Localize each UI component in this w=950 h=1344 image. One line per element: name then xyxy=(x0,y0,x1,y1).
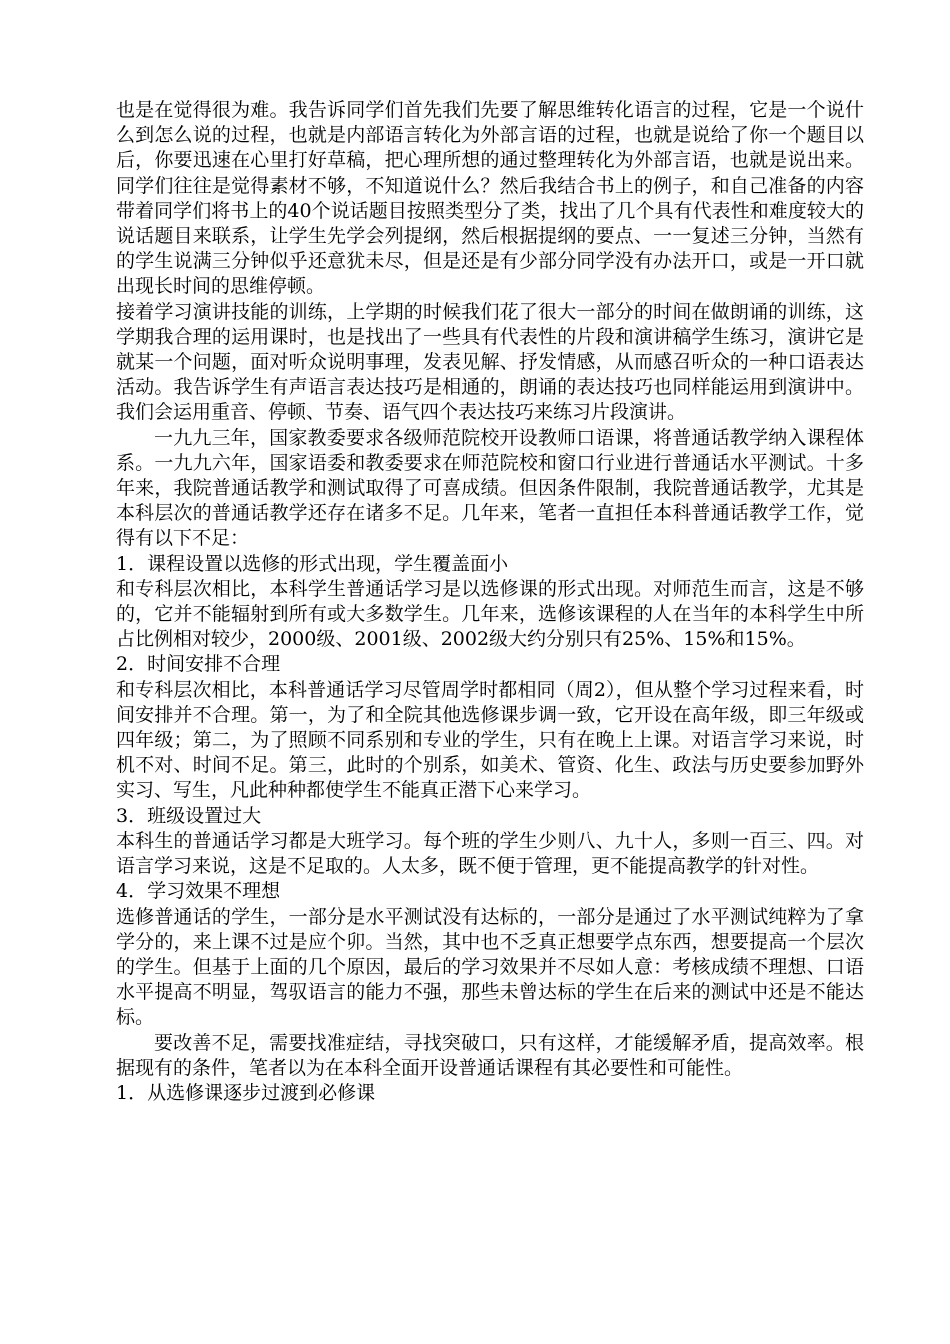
section-heading-4: 4．学习效果不理想 xyxy=(116,880,281,903)
paragraph-class-size: 本科生的普通话学习都是大班学习。每个班的学生少则八、九十人，多则一百三、四。对语言学习来说，这是不足取的。人太多，既不便于管理，更不能提高教学的针对性。 xyxy=(116,829,864,878)
section-heading-2: 2．时间安排不合理 xyxy=(116,653,281,676)
paragraph-speech-training: 接着学习演讲技能的训练，上学期的时候我们花了很大一部分的时间在做朗诵的训练，这学期我合理的运用课时，也是找出了一些具有代表性的片段和演讲稿学生练习，演讲它是就某一个问题，面对听众说明事理，发表见解、抒发情感，从而感召听众的一种口语表达活动。我告诉学生有声语言表达技巧是相通的，朗诵的表达技巧也同样能运用到演讲中。我们会运用重音、停顿、节奏、语气四个表达技巧来练习片段演讲。 xyxy=(116,300,864,424)
document-page xyxy=(116,98,864,1106)
paragraph-background: 一九九三年，国家教委要求各级师范院校开设教师口语课，将普通话教学纳入课程体系。一九九六年，国家语委和教委要求在师范院校和窗口行业进行普通话水平测试。十多年来，我院普通话教学和测试取得了可喜成绩。但因条件限制，我院普通话教学，尤其是本科层次的普通话教学还存在诸多不足。几年来，笔者一直担任本科普通话教学工作，觉得有以下不足： xyxy=(116,426,864,550)
section-heading-solution-1: 1．从选修课逐步过渡到必修课 xyxy=(116,1081,376,1104)
paragraph-thinking-to-speech: 也是在觉得很为难。我告诉同学们首先我们先要了解思维转化语言的过程，它是一个说什么到怎么说的过程，也就是内部语言转化为外部言语的过程，也就是说给了你一个题目以后，你要迅速在心里打好草稿，把心理所想的通过整理转化为外部言语，也就是说出来。同学们往往是觉得素材不够，不知道说什么？然后我结合书上的例子，和自己准备的内容带着同学们将书上的40个说话题目按照类型分了类，找出了几个具有代表性和难度较大的说话题目来联系，让学生先学会列提纲，然后根据提纲的要点、一一复述三分钟，当然有的学生说满三分钟似乎还意犹未尽，但是还是有少部分同学没有办法开口，或是一开口就出现长时间的思维停顿。 xyxy=(116,99,864,298)
paragraph-time-arrangement: 和专科层次相比，本科普通话学习尽管周学时都相同（周2），但从整个学习过程来看，时间安排并不合理。第一，为了和全院其他选修课步调一致，它开设在高年级，即三年级或四年级；第二，为了照顾不同系别和专业的学生，只有在晚上上课。对语言学习来说，时机不对、时间不足。第三，此时的个别系，如美术、管资、化生、政法与历史要参加野外实习、写生，凡此种种都使学生不能真正潜下心来学习。 xyxy=(116,678,864,802)
paragraph-improvement: 要改善不足，需要找准症结，寻找突破口，只有这样，才能缓解矛盾，提高效率。根据现有的条件，笔者以为在本科全面开设普通话课程有其必要性和可能性。 xyxy=(116,1031,864,1079)
section-heading-1: 1．课程设置以选修的形式出现，学生覆盖面小 xyxy=(116,552,509,575)
section-heading-3: 3．班级设置过大 xyxy=(116,804,262,827)
paragraph-course-setting: 和专科层次相比，本科学生普通话学习是以选修课的形式出现。对师范生而言，这是不够的，它并不能辐射到所有或大多数学生。几年来，选修该课程的人在当年的本科学生中所占比例相对较少，2000级、2001级、2002级大约分别只有25%、15%和15%。 xyxy=(116,577,864,651)
paragraph-learning-effect: 选修普通话的学生，一部分是水平测试没有达标的，一部分是通过了水平测试纯粹为了拿学分的，来上课不过是应个卯。当然，其中也不乏真正想要学点东西，想要提高一个层次的学生。但基于上面的几个原因，最后的学习效果并不尽如人意：考核成绩不理想、口语水平提高不明显，驾驭语言的能力不强，那些未曾达标的学生在后来的测试中还是不能达标。 xyxy=(116,905,864,1029)
